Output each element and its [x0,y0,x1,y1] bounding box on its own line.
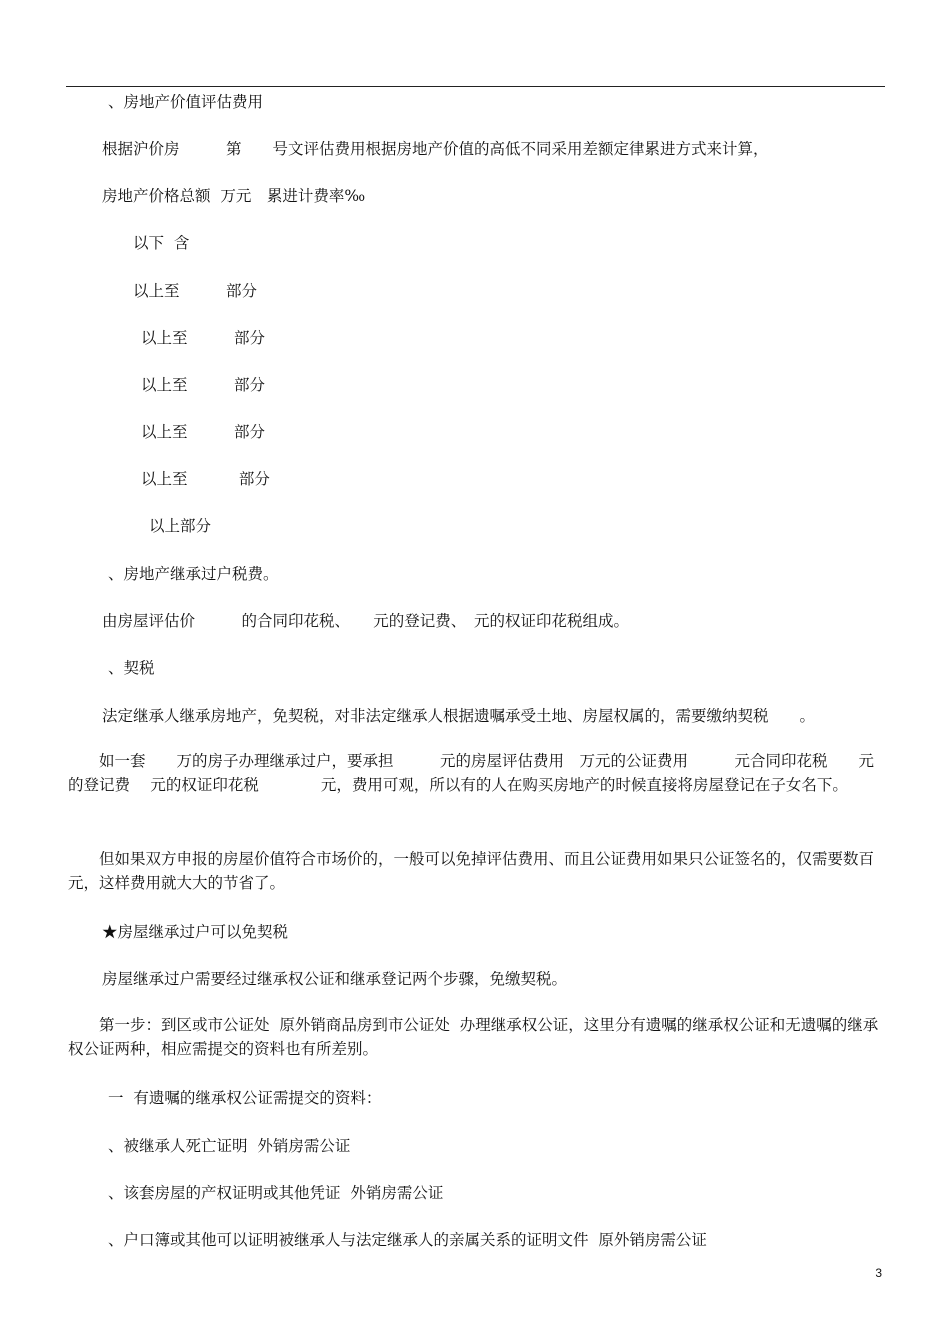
paragraph-deed-tax: 法定继承人继承房地产，免契税，对非法定继承人根据遗嘱承受土地、房屋权属的，需要缴纳契税 。 [102,707,816,725]
paragraph-tax-composition: 由房屋评估价 的合同印花税、 元的登记费、 元的权证印花税组成。 [102,612,630,630]
rate-row-6: 以上至 部分 [141,470,270,488]
heading-deed-tax-exemption: ★房屋继承过户可以免契税 [102,923,289,941]
list-item-household-register: 、户口簿或其他可以证明被继承人与法定继承人的亲属关系的证明文件 原外销房需公证 [108,1231,707,1249]
header-rule [66,86,885,87]
page-number: 3 [875,1266,882,1280]
rate-row-3: 以上至 部分 [141,329,266,347]
rate-row-5: 以上至 部分 [141,423,266,441]
heading-will-documents: 一 有遗嘱的继承权公证需提交的资料： [108,1089,382,1107]
rate-row-1: 以下 含 [133,234,190,252]
rate-row-7: 以上部分 [149,517,212,535]
paragraph-example: 如一套 万的房子办理继承过户，要承担 元的房屋评估费用 万元的公证费用 元合同印花税 元的登记费 元的权证印花税 元，费用可观，所以有的人在购买房地产的时候直接将房屋登记在子女名下。 [68,752,875,794]
paragraph-two-steps: 房屋继承过户需要经过继承权公证和继承登记两个步骤，免缴契税。 [102,970,568,988]
list-item-property-certificate: 、该套房屋的产权证明或其他凭证 外销房需公证 [108,1184,444,1202]
rate-row-4: 以上至 部分 [141,376,266,394]
heading-deed-tax: 、契税 [108,659,155,677]
paragraph-step-one: 第一步：到区或市公证处 原外销商品房到市公证处 办理继承权公证，这里分有遗嘱的继承权公证和无遗嘱的继承权公证两种，相应需提交的资料也有所差别。 [68,1016,879,1058]
heading-appraisal-fee: 、房地产价值评估费用 [108,93,264,111]
paragraph-savings: 但如果双方申报的房屋价值符合市场价的，一般可以免掉评估费用、而且公证费用如果只公证签名的，仅需要数百元，这样费用就大大的节省了。 [68,850,875,892]
paragraph-fee-basis: 根据沪价房 第 号文评估费用根据房地产价值的高低不同采用差额定律累进方式来计算， [102,140,769,158]
rate-row-2: 以上至 部分 [133,282,258,300]
heading-inheritance-tax: 、房地产继承过户税费。 [108,565,279,583]
rate-table-header: 房地产价格总额 万元 累进计费率‰ [102,187,366,205]
list-item-death-certificate: 、被继承人死亡证明 外销房需公证 [108,1137,351,1155]
